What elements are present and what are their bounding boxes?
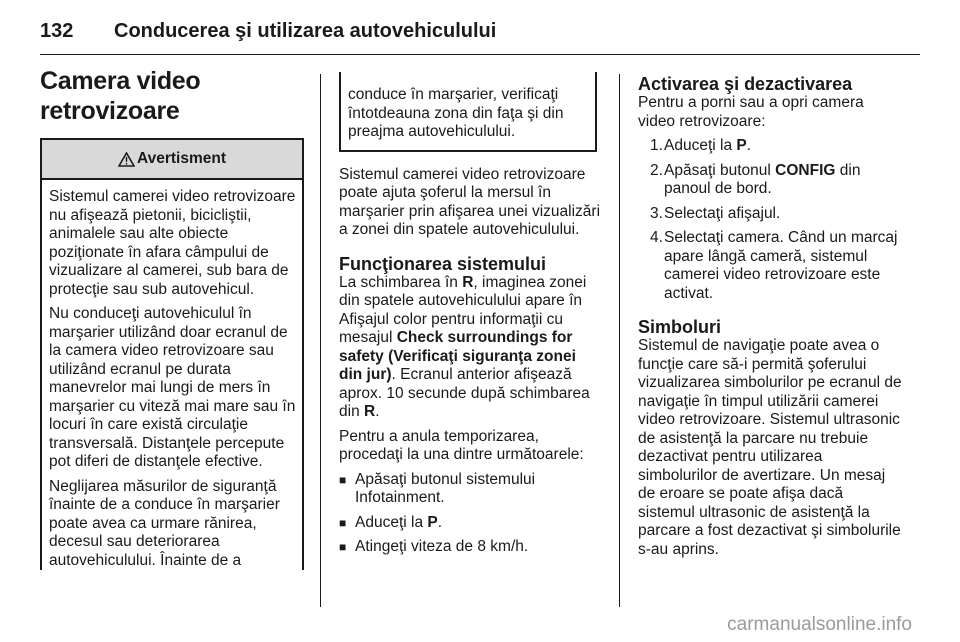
list-item: 1. Aduceţi la P. [650, 137, 752, 154]
column-right [638, 74, 904, 559]
list-item: 4. Selectaţi camera. Când un marcaj apare lângă cameră, sistemul camerei video retrovizoare este activat. [650, 229, 898, 302]
warning-body [42, 180, 302, 570]
symbols-paragraph: Sistemul de navigaţie poate avea o funcţie care să-i permită şoferului vizualizarea simbolurilor pe ecranul de navigaţie în timpul utilizării camerei video retrovizoare. Sistemul ultrasonic de asistenţă la parcare nu trebuie dezactivat pentru utilizarea simbolurilor de avertizare. Un mesaj de eroare se poate afişa dacă sistemul ultrasonic de asistenţă la parcare a fost dezactivat şi simbolurile s-au aprins. [638, 337, 902, 558]
watermark: carmanualsonline.info [727, 614, 912, 635]
function-heading: Funcţionarea sistemului [339, 253, 547, 274]
list-item: ■ Apăsaţi butonul sistemului Infotainment. [339, 470, 536, 506]
bullet-icon: ■ [339, 472, 347, 487]
warning-title: Avertisment [136, 149, 226, 167]
warning-triangle-icon [118, 152, 135, 167]
list-item: ■ Aduceţi la P. [339, 513, 443, 531]
list-item: 3. Selectaţi afişajul. [650, 204, 781, 222]
symbols-heading: Simboluri [638, 317, 722, 337]
warning-box-continued [339, 72, 597, 152]
warning-continued-text: conduce în marşarier, verificaţi întotdeauna zona din faţa şi din preajma autovehiculului. [348, 86, 564, 140]
bullet-icon: ■ [339, 515, 347, 530]
warning-header [42, 140, 302, 180]
warning-box [40, 138, 304, 570]
activation-steps [638, 137, 904, 303]
warning-paragraph: Sistemul camerei video retrovizoare nu afişează pietonii, bicicliştii, animalele sau alte obiecte poziţionate în afara câmpului de vizualizare al camerei, sub bara de protecţie sau sub autovehicul. [49, 188, 296, 298]
chapter-title: Conducerea şi utilizarea autovehiculului [114, 20, 497, 42]
cancel-list [339, 471, 601, 557]
page-number: 132 [40, 20, 74, 42]
column-divider [320, 74, 321, 607]
column-middle [339, 74, 601, 557]
warning-paragraph: Neglijarea măsurilor de siguranţă înainte de a conduce în marşarier poate avea ca urmare rănirea, decesul sau deteriorarea autovehiculului. Înainte de a [49, 477, 280, 569]
cancel-intro: Pentru a anula temporizarea, procedaţi la una dintre următoarele: [339, 427, 584, 463]
list-item: 2. Apăsaţi butonul CONFIG din panoul de bord. [650, 161, 861, 197]
section-title: Camera video retrovizoare [40, 67, 201, 125]
function-paragraph: La schimbarea în R, imaginea zonei din spatele autovehiculului apare în Afişajul color pentru informaţii cu mesajul Check surroundings for safety (Verificaţi siguranţa zonei din jur). Ecranul anterior afişează aprox. 10 secunde după schimbarea din R. [339, 273, 590, 420]
warning-paragraph: Nu conduceţi autovehiculul în marşarier utilizând doar ecranul de la camera video retrovizoare sau utilizând ecranul pe durata manevrelor mai lungi de mers în marşarier cu viteză mai mare sau în locuri în care există circulaţie transversală. Distanţele percepute pot diferi de distanţele efective. [49, 305, 296, 470]
column-left [40, 66, 302, 570]
activation-heading: Activarea şi dezactivarea [638, 74, 853, 94]
list-item: ■ Atingeţi viteza de 8 km/h. [339, 538, 529, 555]
page-header [40, 14, 920, 55]
bullet-icon: ■ [339, 540, 347, 554]
activation-intro: Pentru a porni sau a opri camera video retrovizoare: [638, 94, 864, 130]
column-divider [619, 74, 620, 607]
intro-paragraph: Sistemul camerei video retrovizoare poate ajuta şoferul la mersul în marşarier prin afişarea unei vizualizări a zonei din spatele autovehiculului. [339, 165, 601, 238]
